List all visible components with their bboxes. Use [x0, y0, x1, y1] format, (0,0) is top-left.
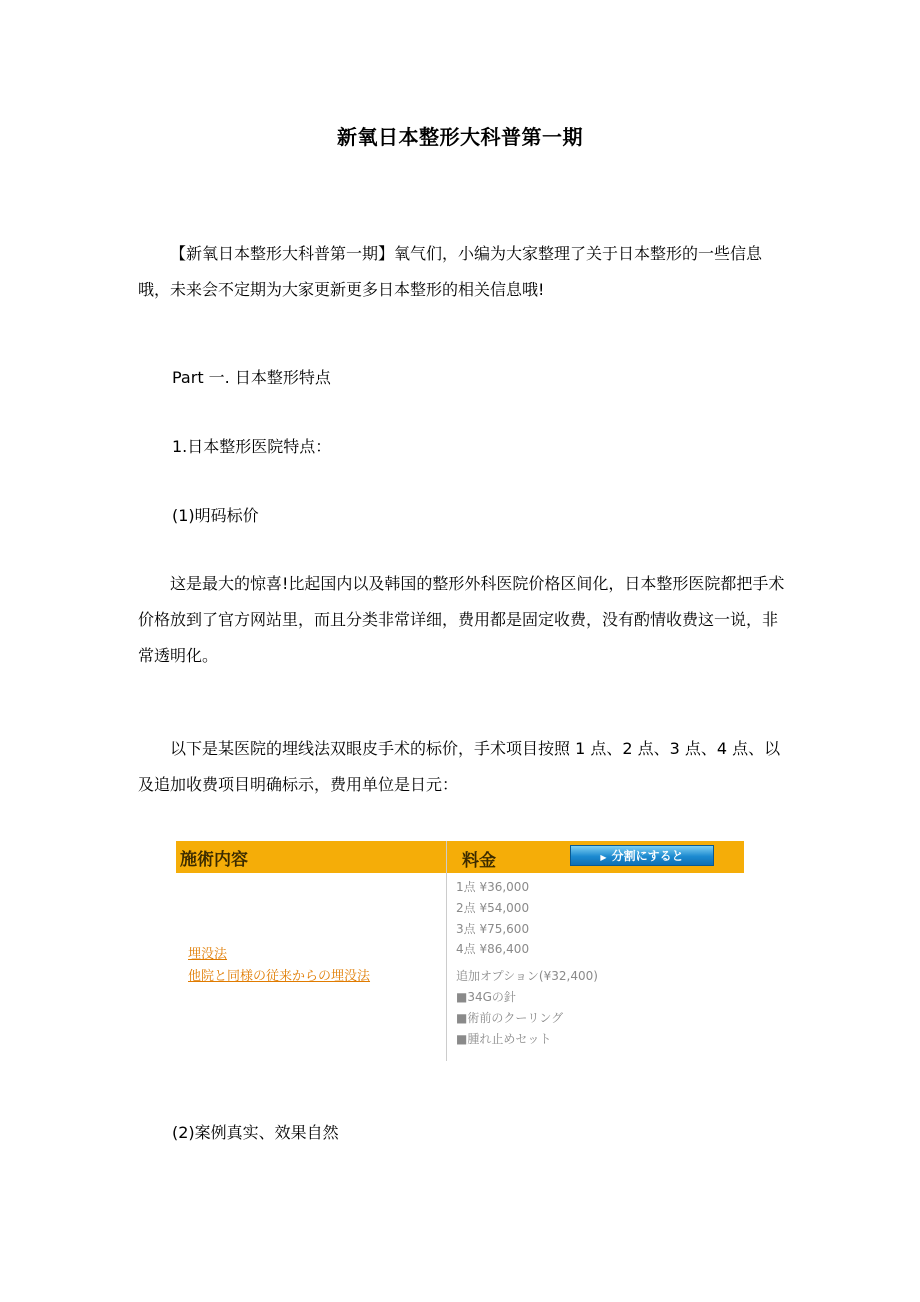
procedure-links	[188, 944, 370, 988]
option-title: 追加オプション(¥32,400)	[456, 969, 598, 984]
point-heading-2: (2)案例真实、效果自然	[172, 1123, 339, 1142]
option-item: ■34Gの針	[456, 989, 516, 1004]
procedure-link-2[interactable]: 他院と同様の従来からの埋没法	[188, 969, 371, 984]
body-paragraph-2: 以下是某医院的埋线法双眼皮手术的标价，手术项目按照 1 点、2 点、3 点、4 点、以及追加收费项目明确标示，费用单位是日元：	[138, 739, 781, 794]
option-item: ■術前のクーリング	[456, 1010, 564, 1025]
part-heading: Part 一. 日本整形特点	[172, 368, 331, 387]
price-table-header	[176, 841, 744, 873]
body-paragraph-1: 这是最大的惊喜!比起国内以及韩国的整形外科医院价格区间化，日本整形医院都把手术价格放到了官方网站里，而且分类非常详细，费用都是固定收费，没有酌情收费这一说，非常透明化。	[138, 574, 785, 665]
section-heading: 1.日本整形医院特点：	[172, 437, 332, 456]
installment-button[interactable]	[570, 845, 714, 866]
price-item: 4点 ¥86,400	[456, 942, 530, 957]
price-item: 1点 ¥36,000	[456, 880, 530, 894]
price-item: 2点 ¥54,000	[456, 900, 530, 915]
intro-paragraph: 【新氧日本整形大科普第一期】氧气们，小编为大家整理了关于日本整形的一些信息哦，未来会不定期为大家更新更多日本整形的相关信息哦!	[138, 244, 763, 299]
installment-button-label: 分割にすると	[611, 849, 684, 863]
column-header-content: 施術内容	[180, 850, 248, 870]
price-table	[176, 841, 744, 1061]
play-arrow-icon: ▶	[600, 853, 607, 862]
column-header-price: 料金	[462, 851, 496, 871]
page-title: 新氧日本整形大科普第一期	[337, 125, 583, 149]
price-item: 3点 ¥75,600	[456, 921, 530, 936]
option-item: ■腫れ止めセット	[456, 1031, 552, 1046]
column-divider	[446, 841, 447, 1061]
procedure-link-1[interactable]: 埋没法	[188, 947, 228, 962]
point-heading-1: (1)明码标价	[172, 506, 259, 525]
price-list	[456, 877, 598, 1049]
